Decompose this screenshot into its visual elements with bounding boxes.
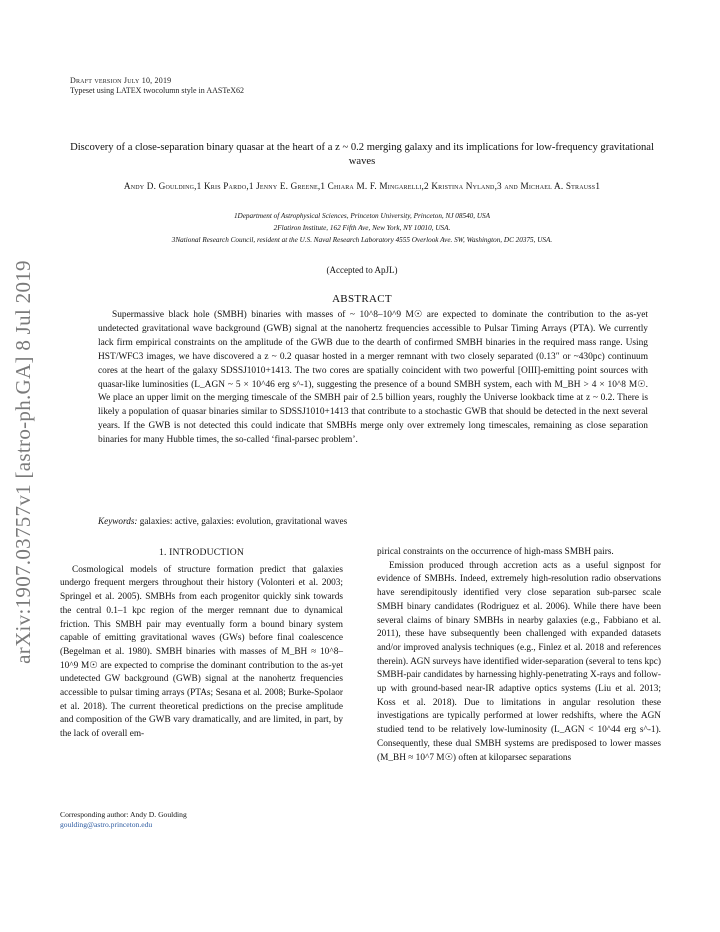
draft-header bbox=[70, 76, 244, 96]
right-column bbox=[377, 546, 661, 765]
draft-version: Draft version July 10, 2019 bbox=[70, 76, 172, 85]
author-email-link[interactable]: goulding@astro.princeton.edu bbox=[60, 820, 153, 829]
acceptance-note: (Accepted to ApJL) bbox=[326, 265, 398, 275]
arxiv-stamp bbox=[4, 232, 42, 692]
affiliation-1: 1Department of Astrophysical Sciences, Princeton University, Princeton, NJ 08540, USA bbox=[233, 212, 491, 220]
intro-paragraph-1-continued: pirical constraints on the occurrence of high-mass SMBH pairs. bbox=[377, 547, 614, 557]
intro-paragraph-2: Emission produced through accretion acts as a useful signpost for evidence of SMBHs. Indeed, extremely high-resolution radio observations have serendipitously identified very close separation sub-parsec scale SMBH binary candidates (Rodriguez et al. 2006). While there have been several claims of binary SMBHs in nearby galaxies (e.g., Fabbiano et al. 2011), these have subsequently been challenged with expanded datasets and/or improved analysis techniques (e.g., Finlez et al. 2018 and references therein). AGN surveys have identified wider-separation (several to tens kpc) SMBH-pair candidates by harnessing highly-penetrating X-rays and follow-up with ground-based near-IR adaptive optics systems (Liu et al. 2013; Koss et al. 2018). Due to limitations in angular resolution these investigations are typically performed at lower redshifts, where the AGN studied tend to be relatively low-luminosity (L_AGN < 10^44 erg s^-1). Consequently, these dual SMBH systems are predisposed to lower masses (M_BH ≈ 10^7 M☉) often at kiloparsec separations bbox=[377, 560, 661, 763]
typeset-note: Typeset using LATEX twocolumn style in AASTeX62 bbox=[70, 86, 244, 95]
arxiv-stamp-text: arXiv:1907.03757v1 [astro-ph.GA] 8 Jul 2019 bbox=[11, 260, 35, 664]
corresponding-author-footnote bbox=[60, 810, 343, 830]
affiliation-3: 3National Research Council, resident at the U.S. Naval Research Laboratory 4555 Overlook Ave. SW, Washington, DC 20375, USA. bbox=[171, 235, 553, 244]
keywords-list: galaxies: active, galaxies: evolution, gravitational waves bbox=[139, 516, 348, 526]
intro-paragraph-1: Cosmological models of structure formation predict that galaxies undergo frequent mergers throughout their history (Volonteri et al. 2003; Springel et al. 2005). SMBHs from each progenitor quickly sink towards the central 0.1–1 kpc region of the merger remnant due to dynamical friction. This SMBH pair may eventually form a bound binary system capable of emitting gravitational waves (GWs) before final coalescence (Begelman et al. 1980). SMBH binaries with masses of M_BH ≈ 10^8–10^9 M☉ are expected to comprise the dominant contribution to the as-yet undetected GW background (GWB) signal at the nanohertz frequencies accessible to pulsar timing arrays (PTAs; Sesana et al. 2008; Burke-Spolaor et al. 2018). The current theoretical predictions on the precise amplitude and composition of the GWB vary dramatically, and are limited, in part, by the lack of overall em- bbox=[60, 564, 343, 740]
affiliation-2: 2Flatiron Institute, 162 Fifth Ave, New York, NY 10010, USA. bbox=[273, 223, 451, 232]
keywords bbox=[98, 516, 648, 526]
paper-title: Discovery of a close-separation binary quasar at the heart of a z ~ 0.2 merging galaxy and its implications for low-frequency gravitational waves bbox=[70, 142, 654, 167]
left-column bbox=[60, 546, 343, 742]
abstract-heading: ABSTRACT bbox=[332, 293, 392, 305]
author-list: Andy D. Goulding,1 Kris Pardo,1 Jenny E. Greene,1 Chiara M. F. Mingarelli,2 Kristina Nyland,3 and Michael A. Strauss1 bbox=[123, 181, 601, 191]
keywords-label: Keywords: bbox=[98, 516, 138, 526]
section-heading-introduction: 1. INTRODUCTION bbox=[158, 547, 245, 558]
affiliations bbox=[62, 211, 662, 246]
abstract-text: Supermassive black hole (SMBH) binaries with masses of ~ 10^8–10^9 M☉ are expected to dominate the contribution to the as-yet undetected gravitational wave background (GWB) signal at the nanohertz frequencies accessible to Pulsar Timing Arrays (PTA). We currently lack firm empirical constraints on the amplitude of the GWB due to the dearth of confirmed SMBH binaries in the required mass range. Using HST/WFC3 images, we have discovered a z ~ 0.2 quasar hosted in a merger remnant with two closely separated (0.13″ or ~430pc) continuum cores at the heart of the galaxy SDSSJ1010+1413. The two cores are spatially coincident with two powerful [OIII]-emitting point sources with quasar-like luminosities (L_AGN ~ 5 × 10^46 erg s^-1), suggesting the presence of a bound SMBH system, each with M_BH > 4 × 10^8 M☉. We place an upper limit on the merging timescale of the SMBH pair of 2.5 billion years, roughly the Universe lookback time at z ~ 0.2. There is likely a population of quasar binaries similar to SDSSJ1010+1413 that contribute to a stochastic GWB that should be detected in the next several years. If the GWB is not detected this could indicate that SMBHs merge only over extremely long timescales, remaining as close separation binaries for many Hubble times, the so-called ‘final-parsec problem’. bbox=[98, 310, 648, 446]
corresponding-author: Corresponding author: Andy D. Goulding bbox=[60, 810, 187, 819]
